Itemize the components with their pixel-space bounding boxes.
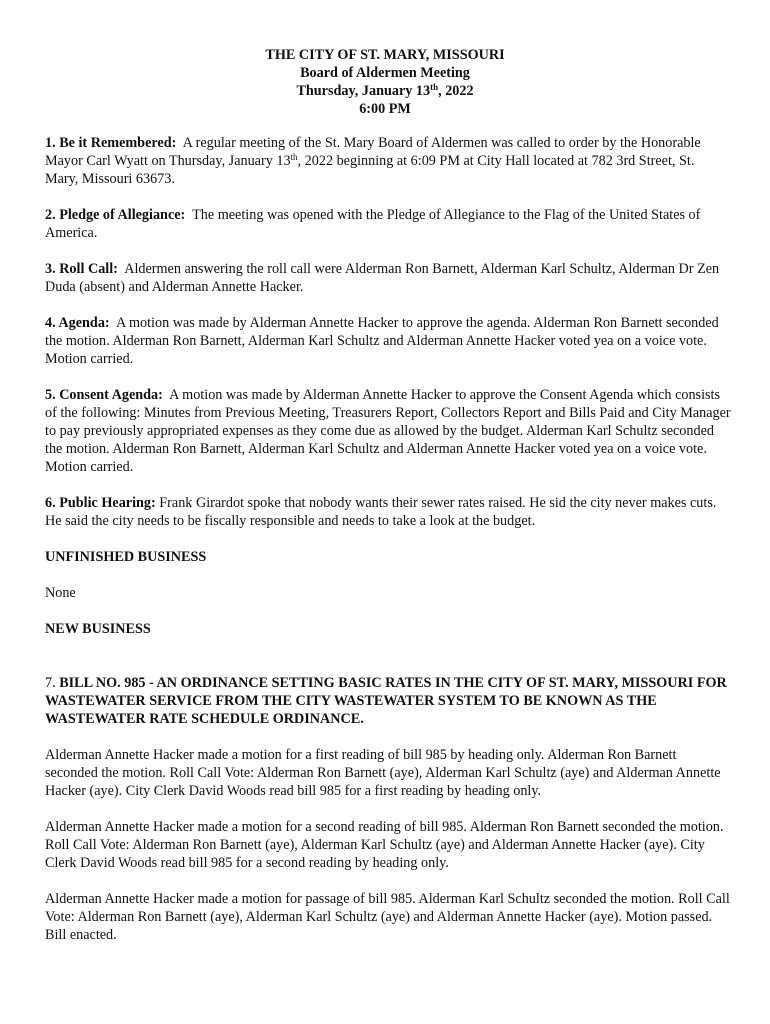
bill-title: [45, 674, 731, 728]
new-business-heading: [45, 620, 731, 638]
item-label: 3. Roll Call:: [45, 261, 118, 277]
item-text: The meeting was opened with the Pledge of Allegiance to the Flag of the United States of America.: [45, 207, 701, 241]
city-title: THE CITY OF ST. MARY, MISSOURI: [265, 47, 505, 63]
bill-first-reading: Alderman Annette Hacker made a motion for a first reading of bill 985 by heading only. Alderman Ron Barnett seconded the motion. Roll Call Vote: Alderman Ron Barnett (aye), Alderman Karl Schultz (aye) and Alderman Annette Hacker (aye). City Clerk David Woods read bill 985 for a first reading by heading only.: [45, 747, 721, 799]
bill-title-text: BILL NO. 985 - AN ORDINANCE SETTING BASIC RATES IN THE CITY OF ST. MARY, MISSOURI FOR WASTEWATER SERVICE FROM THE CITY WASTEWATER SYSTEM TO BE KNOWN AS THE WASTEWATER RATE SCHEDULE ORDINANCE.: [45, 675, 727, 727]
meeting-time: 6:00 PM: [359, 101, 411, 117]
bill-second-reading: Alderman Annette Hacker made a motion for a second reading of bill 985. Alderman Ron Barnett seconded the motion. Roll Call Vote: Alderman Ron Barnett (aye), Alderman Karl Schultz (aye) and Alderman Annette Hacker (aye). City Clerk David Woods read bill 985 for a second reading by heading only.: [45, 819, 724, 871]
item-text-cont: , 2022 beginning at 6:09 PM at City Hall located at 782 3rd Street, St. Mary, Missouri 63673.: [45, 153, 695, 187]
meeting-date-sup: th: [430, 82, 439, 92]
item-label: 2. Pledge of Allegiance:: [45, 207, 186, 223]
item-text: A motion was made by Alderman Annette Hacker to approve the Consent Agenda which consists of the following: Minutes from Previous Meeting, Treasurers Report, Collectors Report and Bills Paid and City Manager to pay previously appropriated expenses as they come due as allowed by the budget. Alderman Karl Schultz seconded the motion. Alderman Ron Barnett, Alderman Karl Schultz and Alderman Annette Hacker voted yea on a voice vote. Motion carried.: [45, 387, 731, 475]
item-pledge: [45, 206, 731, 242]
item-roll-call: [45, 260, 731, 296]
document-header: [0, 46, 770, 118]
item-be-it-remembered: [45, 134, 731, 188]
meeting-date-suffix: , 2022: [438, 83, 474, 99]
item-text: Aldermen answering the roll call were Alderman Ron Barnett, Alderman Karl Schultz, Alderman Dr Zen Duda (absent) and Alderman Annette Hacker.: [45, 261, 720, 295]
item-label: 4. Agenda:: [45, 315, 110, 331]
item-public-hearing: [45, 494, 731, 530]
item-text: Frank Girardot spoke that nobody wants their sewer rates raised. He sid the city never makes cuts. He said the city needs to be fiscally responsible and needs to take a look at the budget.: [45, 495, 717, 529]
item-text: A motion was made by Alderman Annette Hacker to approve the agenda. Alderman Ron Barnett seconded the motion. Alderman Ron Barnett, Alderman Karl Schultz and Alderman Annette Hacker voted yea on a voice vote. Motion carried.: [45, 315, 719, 367]
section-heading: NEW BUSINESS: [45, 621, 151, 637]
item-text: A regular meeting of the St. Mary Board of Aldermen was called to order by the Honorable Mayor Carl Wyatt on Thursday, January 13: [45, 135, 701, 169]
section-heading: UNFINISHED BUSINESS: [45, 549, 207, 565]
item-consent-agenda: [45, 386, 731, 476]
meeting-title: Board of Aldermen Meeting: [300, 65, 470, 81]
item-label: 6. Public Hearing:: [45, 495, 156, 511]
item-label: 1. Be it Remembered:: [45, 135, 177, 151]
bill-number: 7.: [45, 675, 56, 691]
minutes-body: [45, 134, 731, 962]
meeting-date-prefix: Thursday, January 13: [296, 83, 431, 99]
item-label: 5. Consent Agenda:: [45, 387, 163, 403]
meeting-date: [0, 82, 770, 100]
item-agenda: [45, 314, 731, 368]
unfinished-business-heading: [45, 548, 731, 566]
unfinished-business-text: None: [45, 585, 76, 601]
item-sup: th: [290, 152, 298, 162]
bill-passage: Alderman Annette Hacker made a motion for passage of bill 985. Alderman Karl Schultz seconded the motion. Roll Call Vote: Alderman Ron Barnett (aye), Alderman Karl Schultz (aye) and Alderman Annette Hacker (aye). Motion passed. Bill enacted.: [45, 891, 730, 943]
